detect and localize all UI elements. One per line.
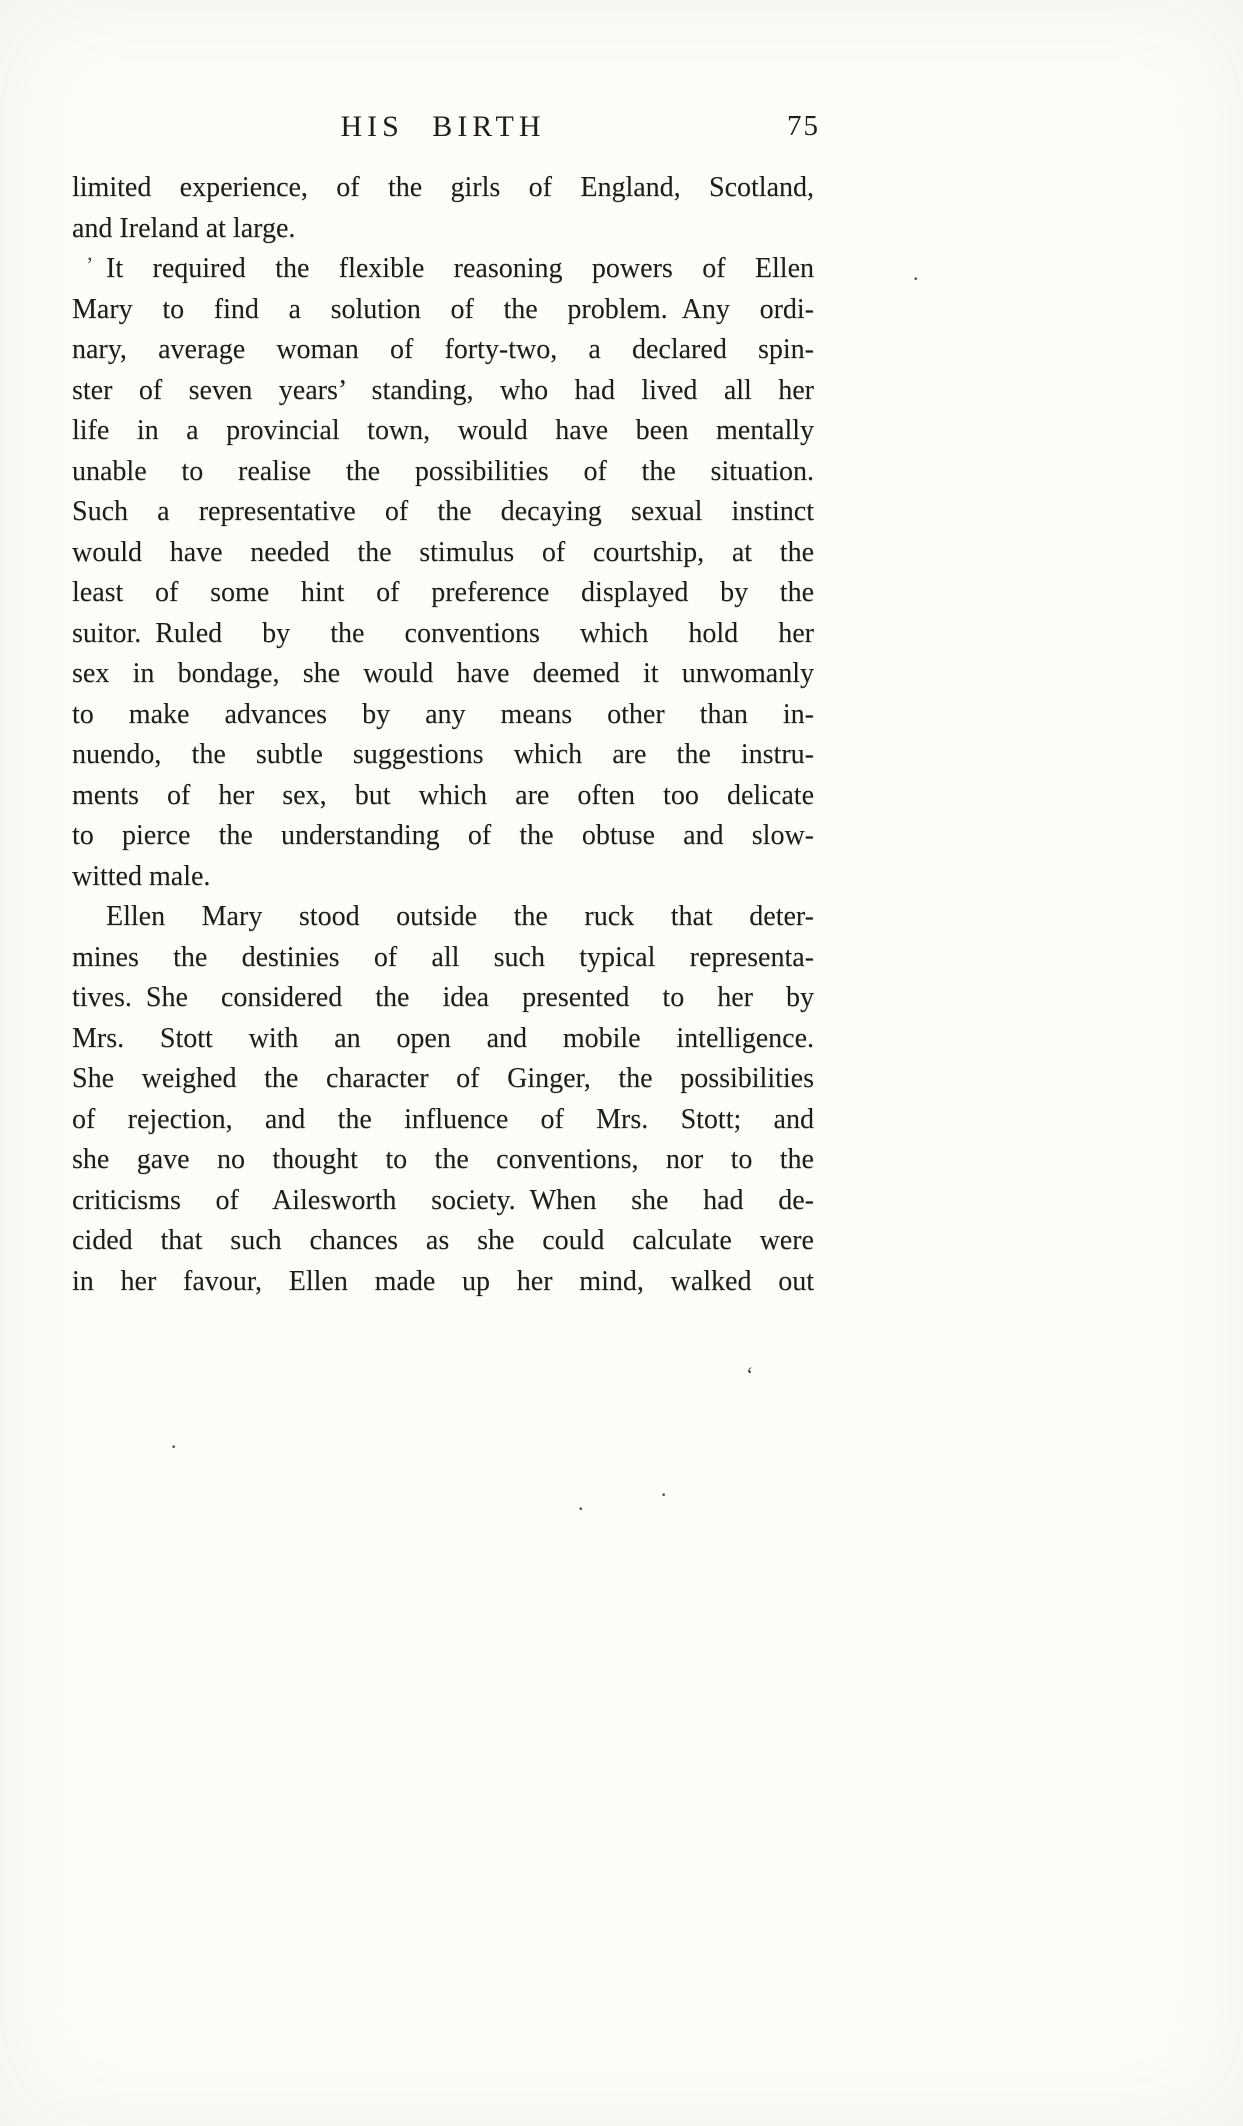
text-block: [72, 168, 814, 1302]
text-line: ments of her sex, but which are often too delicate: [72, 779, 814, 811]
text-line: Such a representative of the decaying sexual instinct: [72, 496, 814, 527]
text-line: cided that such chances as she could calculate were: [72, 1225, 814, 1256]
text-line: to pierce the understanding of the obtuse and slow-: [72, 820, 814, 851]
text-line: unable to realise the possibilities of the situation.: [72, 455, 814, 487]
text-line: suitor. Ruled by the conventions which hold her: [72, 617, 814, 649]
text-line: tives. She considered the idea presented to her by: [72, 982, 814, 1013]
text-line: criticisms of Ailesworth society. When she had de-: [72, 1184, 814, 1216]
text-line: to make advances by any means other than in-: [72, 698, 814, 730]
text-line: she gave no thought to the conventions, nor to the: [72, 1144, 814, 1175]
scan-speck: .: [913, 260, 919, 285]
text-line: life in a provincial town, would have been mentally: [72, 415, 814, 446]
text-line: would have needed the stimulus of courtship, at the: [72, 536, 814, 568]
text-line: in her favour, Ellen made up her mind, walked out: [72, 1265, 814, 1297]
text-line: nary, average woman of forty-two, a declared spin-: [72, 334, 814, 365]
text-line: and Ireland at large.: [72, 212, 296, 244]
scan-speck: ·: [660, 1482, 668, 1507]
text-line: mines the destinies of all such typical representa-: [72, 941, 814, 973]
text-line: witted male.: [72, 860, 211, 892]
text-line: Mary to find a solution of the problem. Any ordi-: [72, 293, 814, 325]
text-line: It required the flexible reasoning powers of Ellen: [106, 253, 814, 284]
text-line: She weighed the character of Ginger, the possibilities: [72, 1063, 814, 1094]
text-line: of rejection, and the influence of Mrs. Stott; and: [72, 1103, 814, 1135]
running-title: HIS BIRTH: [340, 110, 546, 143]
page-number: 75: [787, 110, 820, 142]
scan-speck: ‘: [746, 1362, 754, 1387]
page-header: [72, 110, 820, 152]
text-line: sex in bondage, she would have deemed it unwomanly: [72, 658, 814, 689]
scan-speck: ·: [170, 1434, 178, 1459]
text-line: least of some hint of preference displayed by the: [72, 577, 814, 608]
scan-speck: .: [578, 1490, 584, 1515]
text-line: Ellen Mary stood outside the ruck that deter-: [106, 901, 814, 932]
text-line: nuendo, the subtle suggestions which are the instru-: [72, 739, 814, 770]
text-line: Mrs. Stott with an open and mobile intelligence.: [72, 1022, 814, 1054]
text-line: limited experience, of the girls of England, Scotland,: [72, 172, 814, 203]
text-line: ster of seven years’ standing, who had lived all her: [72, 374, 814, 406]
scan-speck: ’: [86, 252, 94, 277]
